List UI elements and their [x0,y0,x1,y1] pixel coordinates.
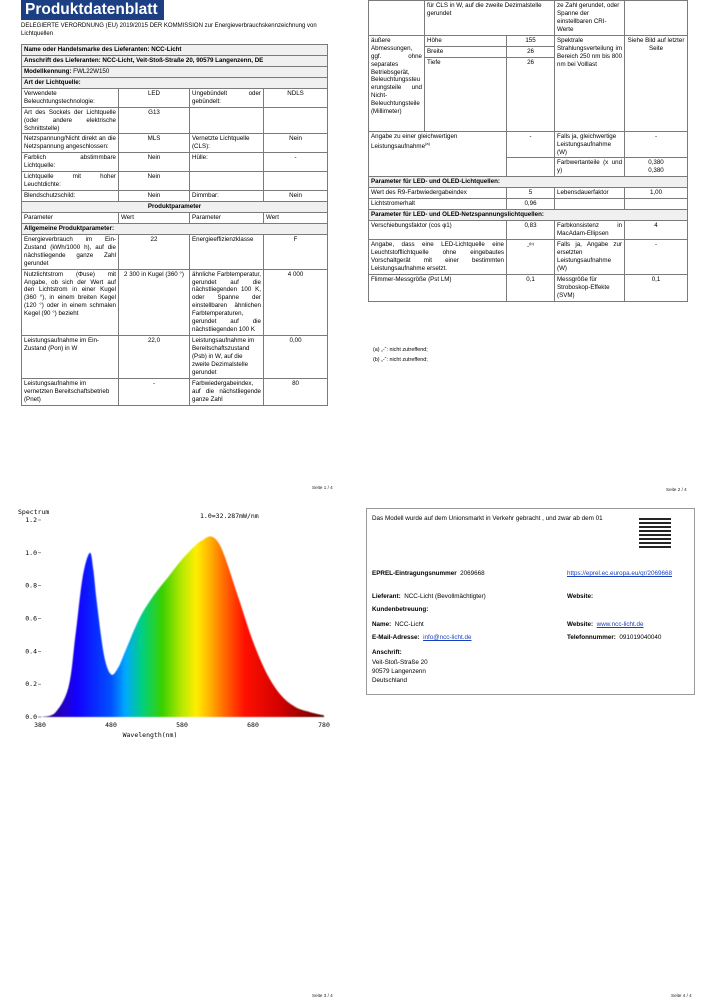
cell: LED [119,88,190,107]
cell: Nein [119,153,190,172]
col-header: Parameter [190,212,264,223]
email-label: E-Mail-Adresse: [372,634,420,641]
cell: Vernetzte Lichtquelle (CLS): [190,134,264,153]
table-row [22,269,328,336]
email-link[interactable]: info@ncc-licht.de [423,634,472,641]
cell: Messgröße für Stroboskop-Effekte (SVM) [555,274,625,301]
cell: Netzspannung/Nicht direkt an die Netzspannung angeschlossen: [22,134,119,153]
model-id [22,66,328,77]
table-row [22,88,328,107]
document-title: Produktdatenblatt [21,0,164,20]
page-4 [355,500,707,1000]
website-label: Website: [567,593,594,600]
cell: Falls ja, gleichwertige Leistungsaufnahme (W) [555,131,625,158]
cell: Verwendete Beleuchtungstechnologie: [22,88,119,107]
address-label: Anschrift: [372,649,402,656]
cell: Tiefe [425,57,507,131]
cell: Energieeffizienzklasse [190,234,264,269]
spectral-label: Spektrale Strahlungsverteilung im Bereich 250 nm bis 800 nm bei Volllast [555,35,625,131]
y-tick-label: 0.6 [25,614,37,623]
cell [190,107,264,134]
cell: Nein [264,191,328,202]
chart-annotation: 1.0=32.287mW/nm [200,512,259,520]
page-3 [0,500,346,1000]
name-row [372,621,424,629]
phone-label: Telefonnummer: [567,634,616,641]
cell: Lichtquelle mit hoher Leuchtdichte: [22,172,119,191]
eprel-value: 2069668 [460,570,485,577]
cell: Nein [264,134,328,153]
light-source-type: Art der Lichtquelle: [22,77,328,88]
cell [507,239,555,274]
cell: 4 000 [264,269,328,336]
cell [264,107,328,134]
cell: Falls ja, Angabe zur ersetzten Leistungsaufnahme (W) [555,239,625,274]
name-value: NCC-Licht [394,621,424,628]
x-tick-label: 480 [105,721,117,729]
cell: Angabe, dass eine LED-Lichtquelle eine Leuchtstofflichtquelle ohne eingebautes Vorschaltgerät mit einer bestimmten Leistungsaufnahme ersetzt. [369,239,507,274]
website-link[interactable]: www.ncc-licht.de [596,621,644,628]
page-number: Seite 1 / 4 [312,485,333,490]
cell: - [264,153,328,172]
product-params-header: Produktparameter [22,202,328,213]
cell: 155 [507,35,555,46]
cell: Verschiebungsfaktor (cos φ1) [369,221,507,240]
cell: 4 [625,221,688,240]
address-line: Deutschland [372,677,408,684]
supplier-name: Name oder Handelsmarke des Lieferanten: NCC-Licht [22,45,328,56]
page-2 [355,0,707,500]
cell: G13 [119,107,190,134]
chart-title: Spectrum [18,508,50,516]
col-header: Parameter [22,212,119,223]
cell: F [264,234,328,269]
market-intro: Das Modell wurde auf dem Unionsmarkt in Verkehr gebracht , und zwar ab dem 01 [372,515,603,522]
footnote-b: (b) „-“: nicht zutreffend; [373,357,428,363]
cell: Leistungsaufnahme im Bereitschaftszustand (Psb) in W, auf die zweite Dezimalstelle gerundet [190,336,264,379]
cell: - [625,131,688,158]
table-row [22,172,328,191]
cell: Blendschutzschild: [22,191,119,202]
cell: Lichtstromerhalt [369,199,507,210]
cell: 26 [507,57,555,131]
cell [625,158,688,177]
x-axis [34,721,330,729]
cell: 0,00 [264,336,328,379]
cell: Leistungsaufnahme im Ein-Zustand (Pon) in W [22,336,119,379]
document-subtitle: DELEGIERTE VERORDNUNG (EU) 2019/2015 DER KOMMISSION zur Energieverbrauchskennzeichnung von Lichtquellen [21,23,317,37]
email-row [372,634,472,642]
cell: Energieverbrauch im Ein-Zustand (kWh/1000 h), auf die nächstliegende ganze Zahl gerundet [22,234,119,269]
eprel-label: EPREL-Eintragungsnummer [372,570,457,577]
footnote-a: (a) „-“: nicht zutreffend; [373,347,428,353]
y-tick-label: 0.4 [25,647,37,656]
cell: ze Zahl gerundet, oder Spanne der einstellbaren CRI-Werte [555,1,625,36]
cell: 0,96 [507,199,555,210]
cell: Ungebündelt oder gebündelt: [190,88,264,107]
cell: - [119,378,190,405]
model-value: FWL22W150 [73,67,110,75]
y-tick-label: 1.2 [25,516,37,524]
address-line: Veit-Stoß-Straße 20 [372,659,428,666]
cell: Farbwertanteile (x und y) [555,158,625,177]
cell: Lebensdauerfaktor [555,188,625,199]
cell: Farbwiedergabeindex, auf die nächstliegende ganze Zahl [190,378,264,405]
table-row [22,134,328,153]
qr-code-icon [639,516,671,548]
supplier-label: Lieferant: [372,593,401,600]
table-row [22,234,328,269]
cell: - [507,131,555,158]
page-number: Seite 4 / 4 [671,993,692,998]
x-tick-label: 780 [318,721,330,729]
table-row [22,153,328,172]
dims-label: äußere Abmessungen, ggf. ohne separates Betriebsgerät, Beleuchtungssteuerungsteile und Nicht-Beleuchtungsteile (Millimeter) [369,35,425,131]
cell: Nein [119,191,190,202]
spectrum-area [40,536,324,717]
phone-value: 091019040040 [619,634,662,641]
spectrum-chart [0,500,346,750]
cell: 0,83 [507,221,555,240]
model-label: Modellkennung: [24,67,72,75]
cell: 22,0 [119,336,190,379]
cell: 1,00 [625,188,688,199]
cell: 80 [264,378,328,405]
eprel-link[interactable]: https://eprel.ec.europa.eu/qr/2069668 [567,570,673,577]
x-tick-label: 380 [34,721,46,729]
cell: für CLS in W, auf die zweite Dezimalstelle gerundet [425,1,555,36]
y-axis [25,516,41,721]
led-header: Parameter für LED- und OLED-Lichtquellen: [369,177,688,188]
table-row [22,336,328,379]
spectral-value: Siehe Bild auf letzter Seite [625,35,688,131]
col-header: Wert [264,212,328,223]
service-label: Kundenbetreuung: [372,606,429,613]
cell: Nutzlichtstrom (Φuse) mit Angabe, ob sich der Wert auf den Lichtstrom in einer Kugel (360 °), in einem breiten Kegel (120 °) oder in einem schmalen Kegel (90 °) bezieht [22,269,119,336]
cell: Farbkonsistenz in MacAdam-Ellipsen [555,221,625,240]
cell: Breite [425,46,507,57]
cell [190,172,264,191]
cell: Dimmbar: [190,191,264,202]
supplier-row [372,593,486,601]
x-tick-label: 680 [247,721,259,729]
table-row [22,191,328,202]
cell: 22 [119,234,190,269]
general-params-header: Allgemeine Produktparameter: [22,223,328,234]
footnote-ref: (b) [529,240,534,246]
page-number: Seite 3 / 4 [312,993,333,998]
footnote-ref: (a) [425,140,430,146]
cell [369,1,425,36]
phone-row [567,634,661,642]
cell: Flimmer-Messgröße (Pst LM) [369,274,507,301]
cell: ähnliche Farbtemperatur, gerundet auf die nächstliegenden 100 K, oder Spanne der einstellbaren ähnlichen Farbtemperaturen, gerundet auf die nächstliegenden 100 K [190,269,264,336]
color-x: 0,380 [648,159,664,167]
cell [264,172,328,191]
address-line: 90579 Langenzenn [372,668,426,675]
page-number: Seite 2 / 4 [666,487,687,492]
cell: 0,1 [625,274,688,301]
cell: Hülle: [190,153,264,172]
name-label: Name: [372,621,392,628]
color-y: 0,380 [648,167,664,175]
equiv-label-text: Angabe zu einer gleichwertigen Leistungsaufnahme [371,132,458,150]
supplier-address: Anschrift des Lieferanten: NCC-Licht, Veit-Stoß-Straße 20, 90579 Langenzenn, DE [22,55,328,66]
table-row [22,107,328,134]
cell: Farblich abstimmbare Lichtquelle: [22,153,119,172]
x-tick-label: 580 [176,721,188,729]
cell: Art des Sockels der Lichtquelle (oder andere elektrische Schnittstelle) [22,107,119,134]
cell: Nein [119,172,190,191]
supplier-value: NCC-Licht (Bevollmächtigter) [404,593,486,600]
mains-header: Parameter für LED- und OLED-Netzspannungslichtquellen: [369,210,688,221]
cell: Wert des R9-Farbwiedergabeindex [369,188,507,199]
y-tick-label: 0.2 [25,680,37,689]
cell: NDLS [264,88,328,107]
cell: 5 [507,188,555,199]
y-tick-label: 0.8 [25,581,37,590]
replace-value: - [527,243,530,250]
website-row [567,621,644,629]
y-tick-label: 0.0 [25,713,37,721]
cell: 0,1 [507,274,555,301]
cell: - [625,239,688,274]
cell: 26 [507,46,555,57]
page-1 [0,0,346,500]
equiv-label [369,131,507,177]
cell: MLS [119,134,190,153]
cell: 2 300 in Kugel (360 °) [119,269,190,336]
x-axis-label: Wavelength(nm) [122,731,178,739]
product-table [21,44,328,406]
website2-label: Website: [567,621,594,628]
cell: Höhe [425,35,507,46]
table-row [22,378,328,405]
y-tick-label: 1.0 [25,548,37,557]
col-header: Wert [119,212,190,223]
cell: Leistungsaufnahme im vernetzten Bereitschaftsbetrieb (Pnet) [22,378,119,405]
params-table-continued [368,0,688,302]
cell [625,1,688,36]
eprel-row [372,570,485,578]
